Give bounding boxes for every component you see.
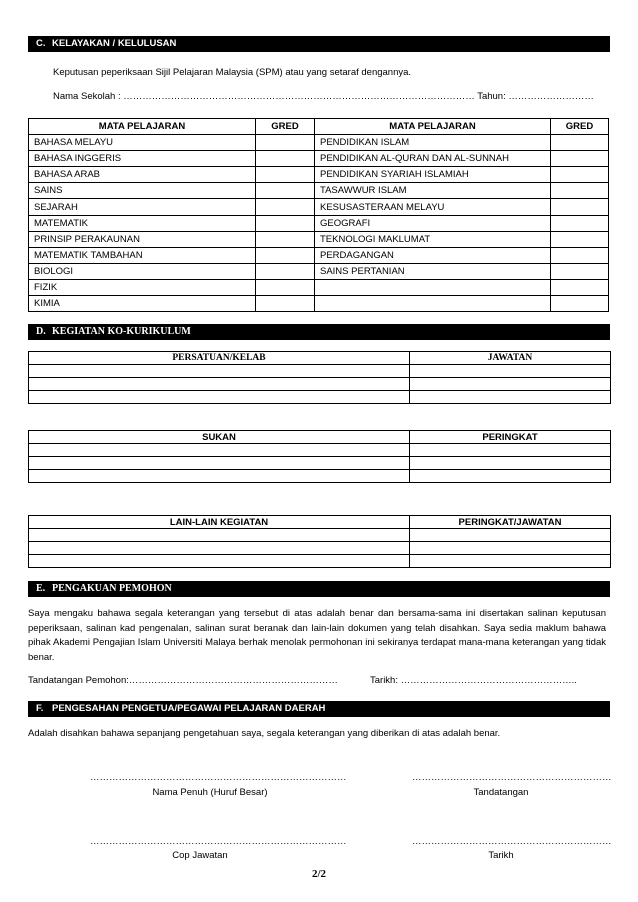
other-activities-header: LAIN-LAIN KEGIATAN — [29, 516, 410, 529]
subject-name: PENDIDIKAN AL-QURAN DAN AL-SUNNAH — [315, 151, 551, 167]
section-d-header — [28, 324, 610, 340]
school-name-field[interactable]: Nama Sekolah : ………………………………………………………………………………………………… Tahun: ……………………… — [53, 91, 594, 102]
date-label: Tarikh — [488, 850, 514, 861]
subject-name: KIMIA — [29, 296, 256, 312]
table-cell[interactable] — [410, 470, 611, 483]
table-row — [29, 135, 609, 151]
level-position-header: PERINGKAT/JAWATAN — [410, 516, 611, 529]
table-cell[interactable] — [410, 529, 611, 542]
sports-table — [28, 430, 611, 483]
subject-name: PENDIDIKAN ISLAM — [315, 135, 551, 151]
table-cell[interactable] — [410, 444, 611, 457]
grade-cell[interactable] — [256, 296, 315, 312]
table-cell[interactable] — [29, 542, 410, 555]
subject-name: PENDIDIKAN SYARIAH ISLAMIAH — [315, 167, 551, 183]
section-f-header — [28, 701, 610, 717]
table-cell[interactable] — [29, 470, 410, 483]
subject-name: PERDAGANGAN — [315, 247, 551, 263]
table-cell[interactable] — [29, 529, 410, 542]
subject-name — [315, 279, 551, 295]
subject-name: SAINS — [29, 183, 256, 199]
grade-cell[interactable] — [256, 183, 315, 199]
table-row — [29, 529, 611, 542]
subject-name: MATEMATIK TAMBAHAN — [29, 247, 256, 263]
table-row — [29, 542, 611, 555]
date-dotted-line[interactable]: ……………………………………………………… — [412, 836, 612, 847]
table-row — [29, 215, 609, 231]
table-cell[interactable] — [29, 444, 410, 457]
section-c-letter: C. — [36, 38, 46, 49]
table-row — [29, 555, 611, 568]
subject-name: FIZIK — [29, 279, 256, 295]
grade-cell[interactable] — [551, 135, 609, 151]
grade-cell[interactable] — [551, 231, 609, 247]
full-name-dotted-line[interactable]: ……………………………………………………………………… — [90, 772, 347, 783]
club-table — [28, 351, 611, 404]
spm-table-header-row — [29, 119, 609, 135]
table-row — [29, 391, 611, 404]
applicant-signature-field[interactable]: Tandatangan Pemohon:………………………………………………………… — [28, 675, 338, 686]
applicant-date-field[interactable]: Tarikh: ……………………………………………….. — [370, 675, 577, 686]
position-header: JAWATAN — [410, 352, 611, 365]
section-d-letter: D. — [36, 326, 46, 337]
other-activities-table — [28, 515, 611, 568]
grade-header: GRED — [256, 119, 315, 135]
table-row — [29, 378, 611, 391]
full-name-label: Nama Penuh (Huruf Besar) — [152, 787, 268, 798]
grade-cell[interactable] — [256, 135, 315, 151]
grade-cell[interactable] — [551, 279, 609, 295]
subject-name — [315, 296, 551, 312]
subject-name: MATEMATIK — [29, 215, 256, 231]
subject-name: SAINS PERTANIAN — [315, 263, 551, 279]
table-row — [29, 365, 611, 378]
subject-header: MATA PELAJARAN — [315, 119, 551, 135]
grade-header: GRED — [551, 119, 609, 135]
table-row — [29, 167, 609, 183]
section-e-title: PENGAKUAN PEMOHON — [52, 583, 172, 594]
table-cell[interactable] — [410, 365, 611, 378]
grade-cell[interactable] — [256, 167, 315, 183]
table-row — [29, 296, 609, 312]
table-row — [29, 263, 609, 279]
table-cell[interactable] — [29, 391, 410, 404]
table-row — [29, 444, 611, 457]
declaration-paragraph: Saya mengaku bahawa segala keterangan yang tersebut di atas adalah benar dan bersama-sama ini disertakan salinan keputusan peperiksaan, salinan kad pengenalan, salinan surat beranak dan lain-lain dokumen yang telah disahkan. Saya sedia maklum bahawa pihak Akademi Pengajian Islam Universiti Malaya berhak menolak permohonan ini sekiranya terdapat mana-mana keterangan yang tidak benar. — [28, 608, 606, 663]
grade-cell[interactable] — [256, 247, 315, 263]
section-f-letter: F. — [36, 703, 44, 714]
club-header: PERSATUAN/KELAB — [29, 352, 410, 365]
grade-cell[interactable] — [551, 215, 609, 231]
table-cell[interactable] — [410, 542, 611, 555]
table-row — [29, 457, 611, 470]
official-stamp-label: Cop Jawatan — [172, 850, 228, 861]
section-e-letter: E. — [36, 583, 46, 594]
grade-cell[interactable] — [256, 199, 315, 215]
subject-name: SEJARAH — [29, 199, 256, 215]
table-cell[interactable] — [29, 457, 410, 470]
spm-intro-text: Keputusan peperiksaan Sijil Pelajaran Malaysia (SPM) atau yang setaraf dengannya. — [53, 67, 412, 78]
table-cell[interactable] — [410, 378, 611, 391]
subject-name: GEOGRAFI — [315, 215, 551, 231]
table-cell[interactable] — [29, 378, 410, 391]
section-c-header — [28, 36, 610, 52]
grade-cell[interactable] — [551, 263, 609, 279]
grade-cell[interactable] — [551, 183, 609, 199]
verification-statement: Adalah disahkan bahawa sepanjang pengetahuan saya, segala keterangan yang diberikan di atas adalah benar. — [28, 728, 501, 739]
subject-name: TEKNOLOGI MAKLUMAT — [315, 231, 551, 247]
table-row — [29, 231, 609, 247]
subject-name: BAHASA MELAYU — [29, 135, 256, 151]
table-cell[interactable] — [29, 365, 410, 378]
grade-cell[interactable] — [256, 231, 315, 247]
section-f-title: PENGESAHAN PENGETUA/PEGAWAI PELAJARAN DAERAH — [52, 703, 326, 714]
spm-results-table — [28, 118, 609, 312]
grade-cell[interactable] — [256, 151, 315, 167]
table-cell[interactable] — [410, 457, 611, 470]
table-cell[interactable] — [29, 555, 410, 568]
grade-cell[interactable] — [256, 263, 315, 279]
page-number: 2/2 — [311, 868, 327, 880]
grade-cell[interactable] — [551, 199, 609, 215]
table-row — [29, 199, 609, 215]
subject-name: BAHASA INGGERIS — [29, 151, 256, 167]
subject-name: BIOLOGI — [29, 263, 256, 279]
table-row — [29, 247, 609, 263]
subject-header: MATA PELAJARAN — [29, 119, 256, 135]
subject-name: PRINSIP PERAKAUNAN — [29, 231, 256, 247]
table-cell[interactable] — [410, 555, 611, 568]
signature-label: Tandatangan — [473, 787, 529, 798]
table-row — [29, 183, 609, 199]
level-header: PERINGKAT — [410, 431, 611, 444]
grade-cell[interactable] — [551, 151, 609, 167]
grade-cell[interactable] — [551, 296, 609, 312]
sports-header: SUKAN — [29, 431, 410, 444]
section-c-title: KELAYAKAN / KELULUSAN — [52, 38, 177, 49]
grade-cell[interactable] — [551, 247, 609, 263]
table-row — [29, 151, 609, 167]
grade-cell[interactable] — [551, 167, 609, 183]
section-d-title: KEGIATAN KO-KURIKULUM — [52, 326, 191, 337]
grade-cell[interactable] — [256, 215, 315, 231]
grade-cell[interactable] — [256, 279, 315, 295]
subject-name: KESUSASTERAAN MELAYU — [315, 199, 551, 215]
table-row — [29, 279, 609, 295]
table-cell[interactable] — [410, 391, 611, 404]
subject-name: BAHASA ARAB — [29, 167, 256, 183]
stamp-dotted-line[interactable]: ……………………………………………………………………… — [90, 836, 347, 847]
section-e-header — [28, 581, 610, 597]
signature-dotted-line[interactable]: ……………………………………………………… — [412, 772, 612, 783]
table-row — [29, 470, 611, 483]
subject-name: TASAWWUR ISLAM — [315, 183, 551, 199]
